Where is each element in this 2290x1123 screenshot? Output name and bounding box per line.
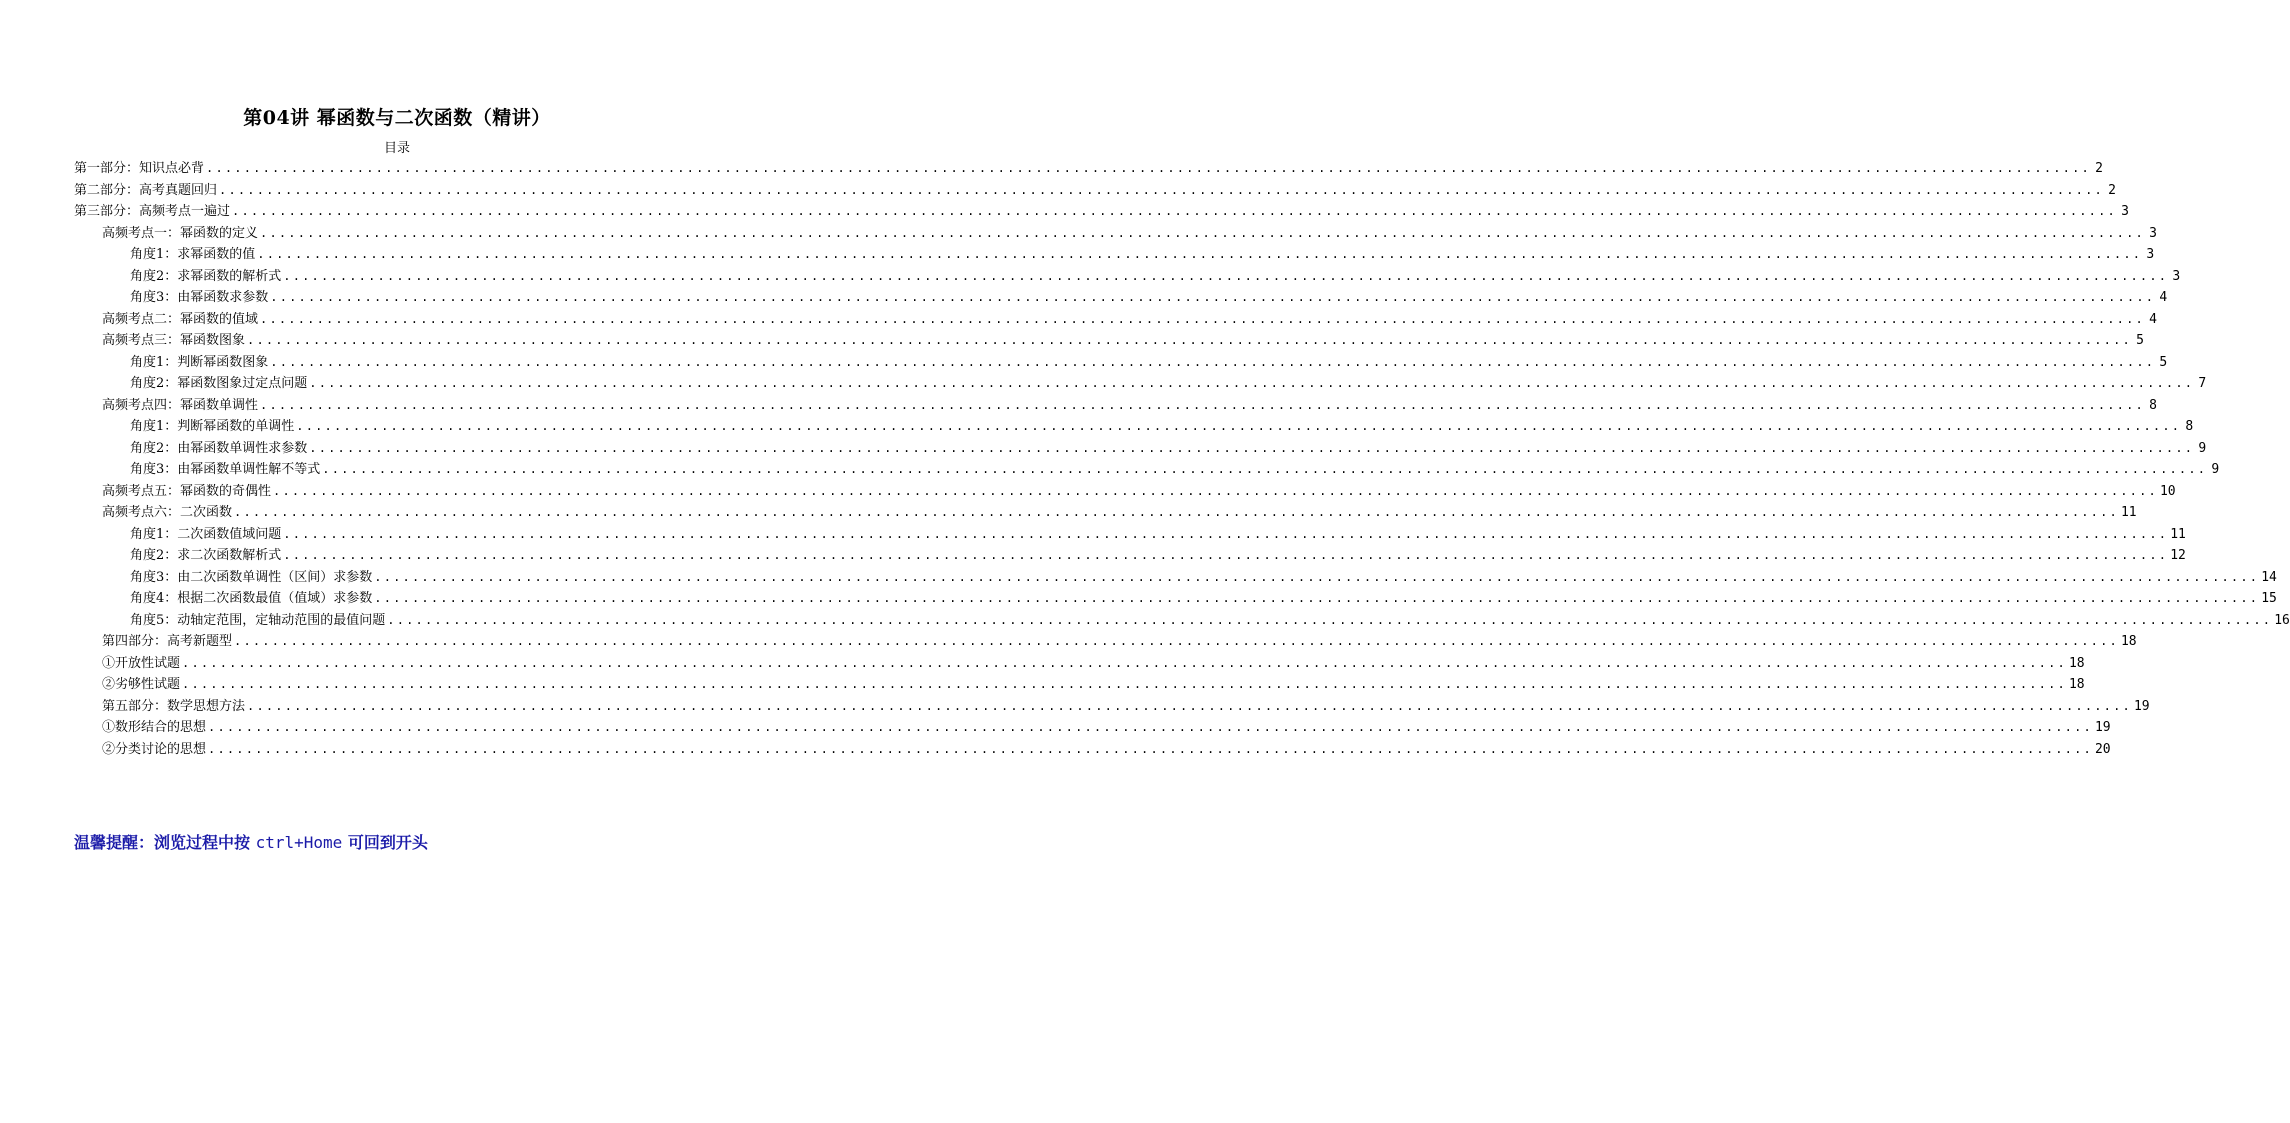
toc-entry[interactable] [74, 287, 2168, 309]
toc-leader-dots: ........................................................................................................................................................................................................ [374, 591, 2260, 605]
toc-leader-dots: ........................................................................................................................................................................................................ [260, 311, 2145, 326]
toc-entry-page[interactable]: 18 [2068, 677, 2085, 692]
toc-entry-page[interactable]: 5 [2159, 354, 2168, 370]
toc-entry-label[interactable]: 角度1：判断幂函数的单调性 [130, 419, 295, 434]
page-title: 第04讲 幂函数与二次函数（精讲） [243, 107, 551, 129]
toc-entry-label[interactable]: 第三部分：高频考点一遍过 [74, 204, 231, 219]
toc-entry[interactable] [74, 674, 2085, 696]
toc-entry-page[interactable]: 11 [2120, 505, 2137, 520]
toc-entry-label[interactable]: 角度5：动轴定范围，定轴动范围的最值问题 [130, 612, 386, 628]
toc-entry[interactable] [74, 244, 2155, 266]
toc-entry-page[interactable]: 9 [2198, 440, 2207, 456]
toc-entry-page[interactable]: 18 [2068, 655, 2085, 671]
toc-leader-dots: ........................................................................................................................................................................................................ [374, 569, 2260, 584]
toc-leader-dots: ........................................................................................................................................................................................................ [234, 634, 2119, 648]
toc-entry-page[interactable]: 2 [2095, 161, 2103, 176]
toc-leader-dots: ........................................................................................................................................................................................................ [283, 548, 2169, 562]
toc-entry-page[interactable]: 10 [2159, 483, 2176, 499]
toc-entry-page[interactable]: 3 [2146, 247, 2155, 262]
toc-entry-label[interactable]: ②劣够性试题 [102, 677, 181, 692]
toc-leader-dots: ........................................................................................................................................................................................................ [208, 741, 2093, 756]
toc-entry-label[interactable]: 高频考点五：幂函数的奇偶性 [102, 483, 272, 499]
toc-entry[interactable] [74, 266, 2181, 288]
toc-entry-page[interactable]: 20 [2094, 741, 2111, 757]
toc-entry[interactable] [74, 588, 2277, 610]
toc-entry[interactable] [74, 330, 2144, 352]
toc-entry-label[interactable]: ①数形结合的思想 [102, 720, 207, 735]
toc-entry-page[interactable]: 16 [2274, 612, 2290, 628]
toc-entry[interactable] [74, 524, 2186, 546]
toc-leader-dots: ........................................................................................................................................................................................................ [234, 505, 2119, 519]
toc-entry-page[interactable]: 19 [2133, 698, 2150, 714]
toc-entry[interactable] [74, 201, 2129, 223]
toc-entry-page[interactable]: 19 [2094, 720, 2111, 735]
toc-entry[interactable] [74, 158, 2103, 180]
toc-leader-dots: ........................................................................................................................................................................................................ [273, 483, 2158, 498]
toc-entry[interactable] [74, 717, 2111, 739]
toc-entry-label[interactable]: 第四部分：高考新题型 [102, 634, 233, 649]
toc-entry[interactable] [74, 373, 2207, 395]
toc-entry-label[interactable]: 角度3：由幂函数单调性解不等式 [130, 462, 321, 477]
toc-entry-label[interactable]: 高频考点三：幂函数图象 [102, 333, 246, 348]
tip-prefix: 温馨提醒：浏览过程中按 [74, 833, 251, 852]
toc-entry-page[interactable]: 7 [2198, 376, 2207, 391]
toc-entry-label[interactable]: 第一部分：知识点必背 [74, 161, 205, 176]
toc-leader-dots: ........................................................................................................................................................................................................ [296, 419, 2182, 433]
toc-entry-label[interactable]: 角度1：二次函数值域问题 [130, 526, 282, 542]
toc-entry[interactable] [74, 438, 2207, 460]
toc-entry[interactable] [74, 180, 2116, 202]
toc-leader-dots: ........................................................................................................................................................................................................ [309, 440, 2195, 455]
toc-entry-label[interactable]: 高频考点一：幂函数的定义 [102, 225, 259, 241]
toc-entry-label[interactable]: 高频考点六：二次函数 [102, 505, 233, 520]
table-of-contents [74, 158, 2290, 760]
toc-entry[interactable] [74, 352, 2168, 374]
toc-leader-dots: ........................................................................................................................................................................................................ [257, 247, 2143, 261]
toc-leader-dots: ........................................................................................................................................................................................................ [283, 526, 2169, 541]
toc-entry[interactable] [74, 610, 2290, 632]
toc-entry-page[interactable]: 18 [2120, 634, 2137, 649]
tip-note [74, 830, 428, 853]
toc-entry-page[interactable]: 9 [2211, 462, 2220, 477]
toc-entry-label[interactable]: 角度3：由二次函数单调性（区间）求参数 [130, 569, 373, 585]
toc-entry-page[interactable]: 5 [2136, 333, 2144, 348]
toc-leader-dots: ........................................................................................................................................................................................................ [260, 397, 2145, 412]
toc-entry-label[interactable]: 高频考点四：幂函数单调性 [102, 397, 259, 413]
toc-entry-page[interactable]: 8 [2149, 397, 2157, 413]
toc-entry-page[interactable]: 15 [2261, 591, 2277, 606]
toc-leader-dots: ........................................................................................................................................................................................................ [270, 290, 2156, 304]
toc-entry-label[interactable]: 角度1：判断幂函数图象 [130, 354, 269, 370]
toc-leader-dots: ........................................................................................................................................................................................................ [283, 268, 2169, 283]
toc-entry-label[interactable]: 高频考点二：幂函数的值域 [102, 311, 259, 327]
toc-entry-page[interactable]: 11 [2170, 526, 2186, 542]
toc-entry[interactable] [74, 631, 2137, 653]
toc-entry-page[interactable]: 14 [2261, 569, 2277, 585]
toc-entry-label[interactable]: 角度2：求幂函数的解析式 [130, 268, 282, 284]
toc-entry[interactable] [74, 502, 2137, 524]
toc-entry-page[interactable]: 2 [2108, 182, 2116, 198]
toc-entry[interactable] [74, 309, 2157, 331]
toc-leader-dots: ........................................................................................................................................................................................................ [206, 161, 2091, 175]
toc-entry[interactable] [74, 567, 2277, 589]
toc-entry-label[interactable]: 角度1：求幂函数的值 [130, 247, 256, 262]
toc-entry-label[interactable]: 角度2：由幂函数单调性求参数 [130, 440, 308, 456]
toc-leader-dots: ........................................................................................................................................................................................................ [247, 333, 2132, 347]
toc-entry[interactable] [74, 481, 2176, 503]
toc-heading: 目录 [383, 141, 410, 156]
toc-leader-dots: ........................................................................................................................................................................................................ [270, 354, 2156, 369]
toc-entry[interactable] [74, 653, 2085, 675]
toc-entry-page[interactable]: 3 [2121, 204, 2129, 219]
toc-entry[interactable] [74, 696, 2150, 718]
toc-leader-dots: ........................................................................................................................................................................................................ [387, 612, 2273, 627]
tip-keys: ctrl+Home [255, 833, 343, 852]
toc-entry-label[interactable]: ①开放性试题 [102, 655, 181, 671]
toc-entry-page[interactable]: 3 [2149, 225, 2157, 241]
toc-entry-label[interactable]: 角度2：幂函数图象过定点问题 [130, 376, 308, 391]
toc-entry-page[interactable]: 4 [2149, 311, 2157, 327]
toc-leader-dots: ........................................................................................................................................................................................................ [208, 720, 2093, 734]
toc-leader-dots: ........................................................................................................................................................................................................ [309, 376, 2195, 390]
toc-leader-dots: ........................................................................................................................................................................................................ [322, 462, 2208, 476]
toc-entry-page[interactable]: 12 [2170, 548, 2186, 563]
toc-entry-label[interactable]: 第五部分：数学思想方法 [102, 698, 246, 714]
toc-entry-page[interactable]: 8 [2185, 419, 2194, 434]
toc-leader-dots: ........................................................................................................................................................................................................ [232, 204, 2117, 218]
toc-leader-dots: ........................................................................................................................................................................................................ [219, 182, 2104, 197]
toc-entry[interactable] [74, 459, 2220, 481]
toc-entry-label[interactable]: 角度2：求二次函数解析式 [130, 548, 282, 563]
toc-entry[interactable] [74, 545, 2186, 567]
toc-entry[interactable] [74, 395, 2157, 417]
tip-suffix: 可回到开头 [347, 833, 428, 852]
toc-leader-dots: ........................................................................................................................................................................................................ [182, 677, 2067, 691]
toc-entry[interactable] [74, 416, 2194, 438]
toc-entry[interactable] [74, 739, 2111, 761]
toc-leader-dots: ........................................................................................................................................................................................................ [260, 225, 2145, 240]
toc-entry-page[interactable]: 4 [2159, 290, 2168, 305]
toc-leader-dots: ........................................................................................................................................................................................................ [182, 655, 2067, 670]
toc-entry-label[interactable]: 角度3：由幂函数求参数 [130, 290, 269, 305]
toc-entry-page[interactable]: 3 [2172, 268, 2181, 284]
toc-entry[interactable] [74, 223, 2157, 245]
toc-leader-dots: ........................................................................................................................................................................................................ [247, 698, 2132, 713]
toc-entry-label[interactable]: ②分类讨论的思想 [102, 741, 207, 757]
toc-entry-label[interactable]: 角度4：根据二次函数最值（值域）求参数 [130, 591, 373, 606]
toc-entry-label[interactable]: 第二部分：高考真题回归 [74, 182, 218, 198]
